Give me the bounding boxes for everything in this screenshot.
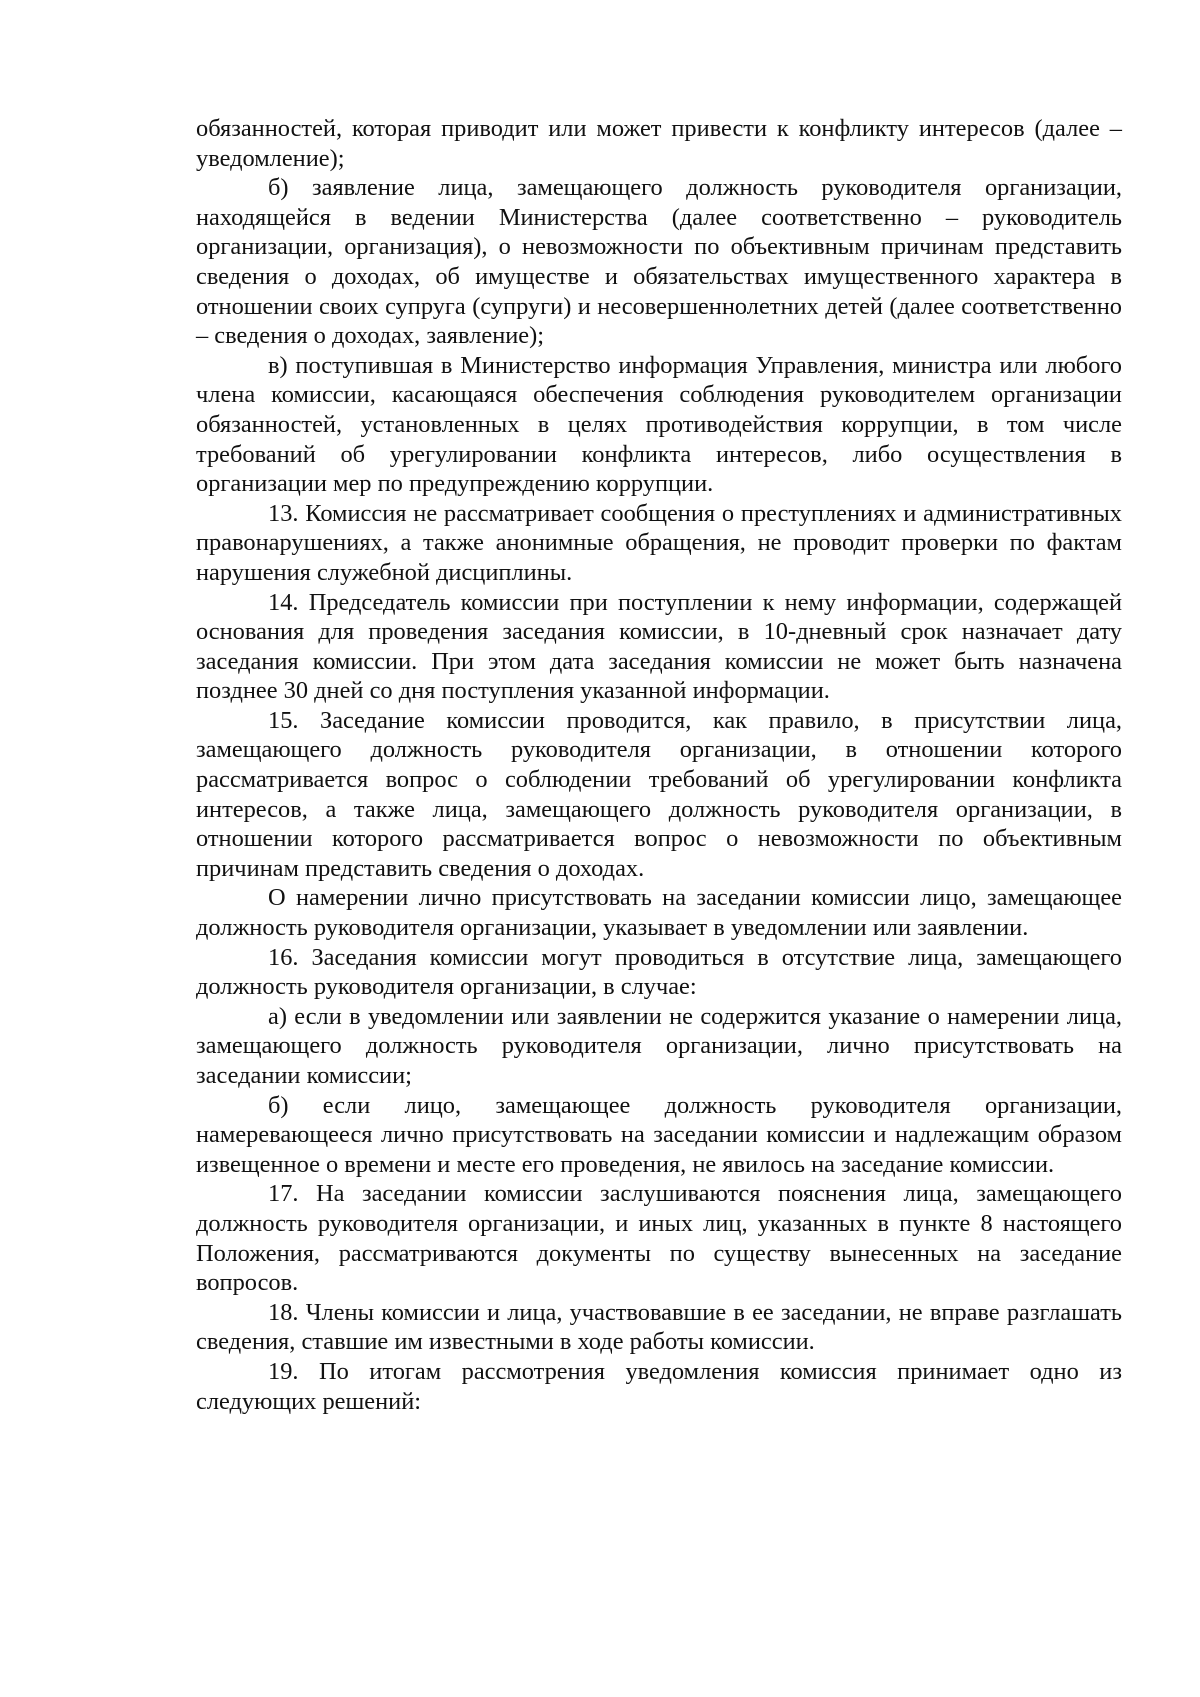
paragraph-12b: б) заявление лица, замещающего должность руководителя организации, находящейся в ведении Министерства (далее соответственно – руководитель организации, организация), о невозможности по объективным причинам представить сведения о доходах, об имуществе и обязательствах имущественного характера в отношении своих супруга (супруги) и несовершеннолетних детей (далее соответственно – сведения о доходах, заявление); — [196, 174, 1122, 350]
paragraph-15-attendance: О намерении лично присутствовать на заседании комиссии лицо, замещающее должность руководителя организации, указывает в уведомлении или заявлении. — [196, 884, 1122, 942]
paragraph-continuation: обязанностей, которая приводит или может привести к конфликту интересов (далее – уведомление); — [196, 115, 1122, 172]
paragraph-13: 13. Комиссия не рассматривает сообщения о преступлениях и административных правонарушениях, а также анонимные обращения, не проводит проверки по фактам нарушения служебной дисциплины. — [196, 499, 1122, 586]
paragraph-19: 19. По итогам рассмотрения уведомления комиссия принимает одно из следующих решений: — [196, 1357, 1122, 1415]
paragraph-14: 14. Председатель комиссии при поступлении к нему информации, содержащей основания для проведения заседания комиссии, в 10-дневный срок назначает дату заседания комиссии. При этом дата заседания комиссии не может быть назначена позднее 30 дней со дня поступления указанной информации. — [196, 588, 1122, 705]
paragraph-15: 15. Заседание комиссии проводится, как правило, в присутствии лица, замещающего должность руководителя организации, в отношении которого рассматривается вопрос о соблюдении требований об урегулировании конфликта интересов, а также лица, замещающего должность руководителя организации, в отношении которого рассматривается вопрос о невозможности по объективным причинам представить сведения о доходах. — [196, 706, 1122, 882]
document-page — [196, 114, 1122, 1416]
paragraph-16b: б) если лицо, замещающее должность руководителя организации, намеревающееся лично присутствовать на заседании комиссии и надлежащим образом извещенное о времени и месте его проведения, не явилось на заседание комиссии. — [196, 1091, 1122, 1178]
paragraph-16a: а) если в уведомлении или заявлении не содержится указание о намерении лица, замещающего должность руководителя организации, лично присутствовать на заседании комиссии; — [196, 1002, 1122, 1089]
paragraph-18: 18. Члены комиссии и лица, участвовавшие в ее заседании, не вправе разглашать сведения, ставшие им известными в ходе работы комиссии. — [196, 1298, 1122, 1356]
paragraph-17: 17. На заседании комиссии заслушиваются пояснения лица, замещающего должность руководителя организации, и иных лиц, указанных в пункте 8 настоящего Положения, рассматриваются документы по существу вынесенных на заседание вопросов. — [196, 1180, 1122, 1297]
paragraph-12v: в) поступившая в Министерство информация Управления, министра или любого члена комиссии, касающаяся обеспечения соблюдения руководителем организации обязанностей, установленных в целях противодействия коррупции, в том числе требований об урегулировании конфликта интересов, либо осуществления в организации мер по предупреждению коррупции. — [196, 351, 1122, 498]
paragraph-16: 16. Заседания комиссии могут проводиться в отсутствие лица, замещающего должность руководителя организации, в случае: — [196, 943, 1122, 1001]
